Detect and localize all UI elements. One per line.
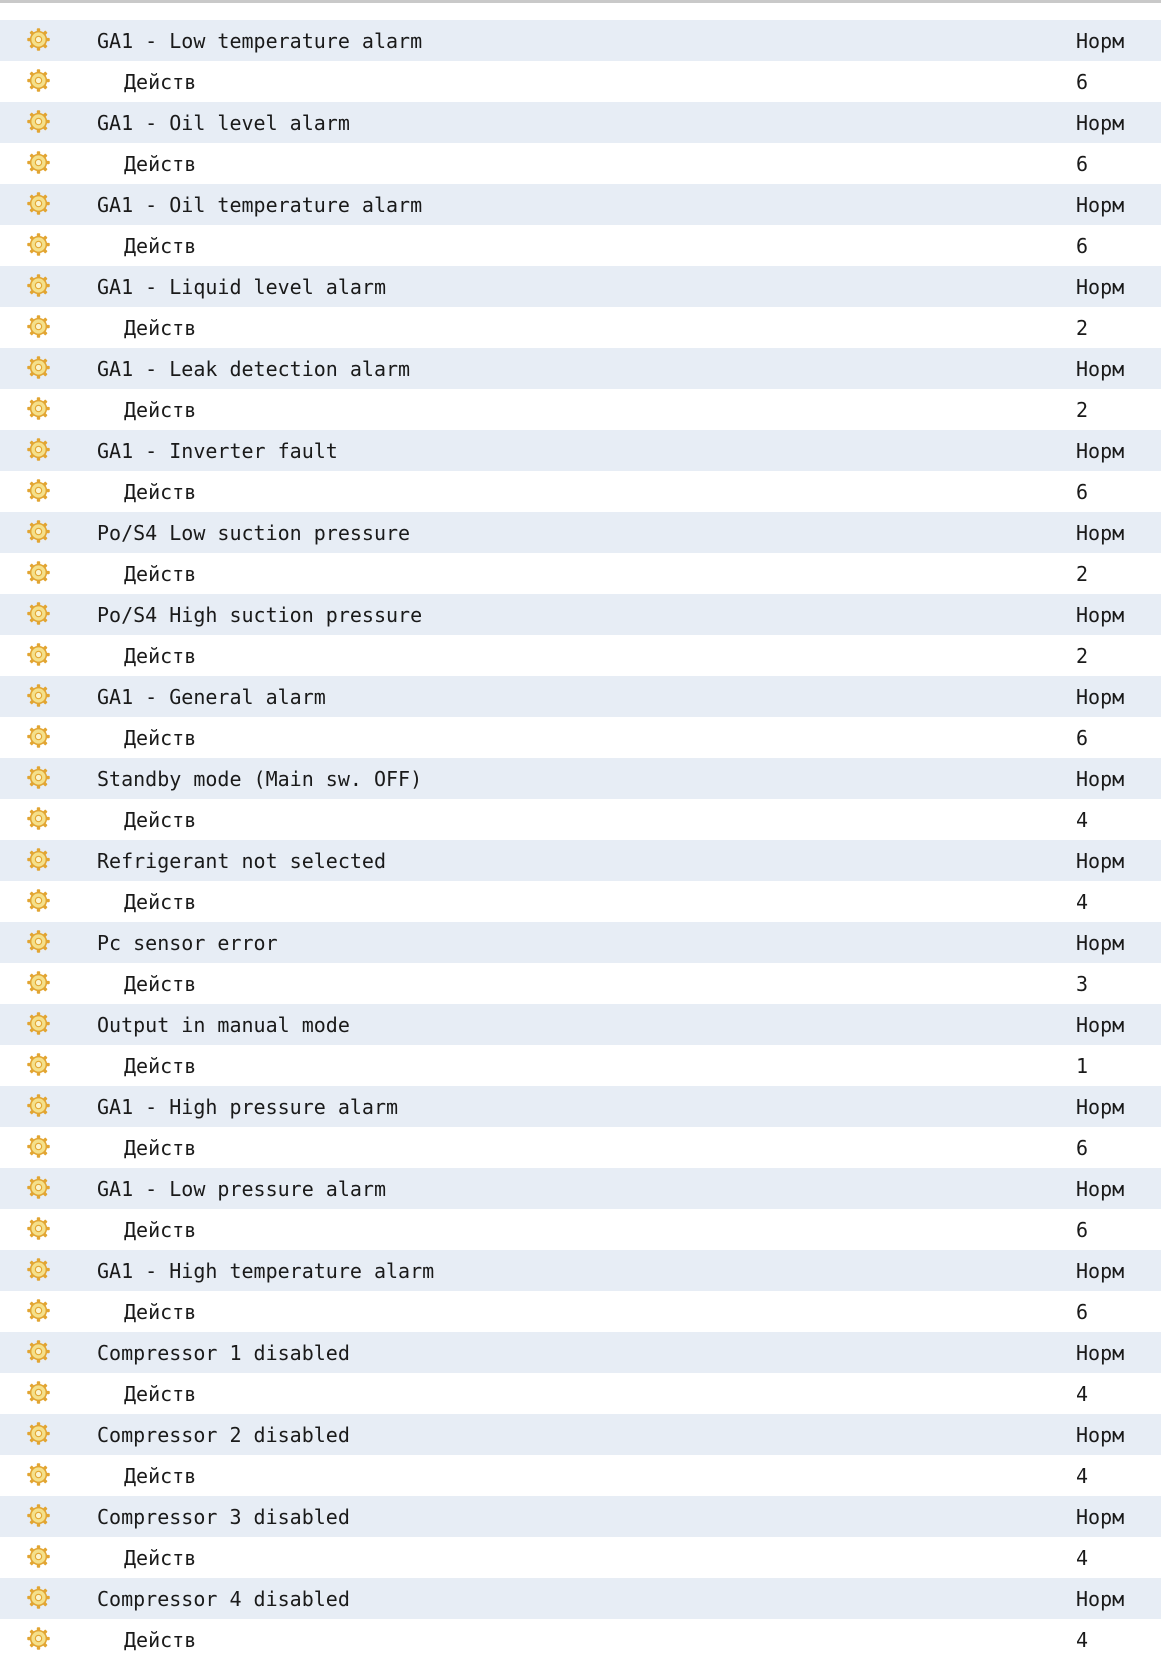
alarm-label: GA1 - Leak detection alarm <box>97 356 411 381</box>
gear-icon <box>25 272 52 299</box>
alarm-label: GA1 - Oil temperature alarm <box>97 192 423 217</box>
status-value: Норм <box>1076 274 1125 299</box>
alarm-row[interactable] <box>0 840 1161 881</box>
status-value: Норм <box>1076 356 1125 381</box>
sub-item-row[interactable] <box>0 1291 1161 1332</box>
status-value: Норм <box>1076 684 1125 709</box>
status-value: Норм <box>1076 110 1125 135</box>
gear-icon <box>25 518 52 545</box>
status-value: Норм <box>1076 1504 1125 1529</box>
sub-item-row[interactable] <box>0 799 1161 840</box>
sub-item-label: Действ <box>124 479 197 504</box>
sub-item-value: 2 <box>1076 397 1089 422</box>
gear-icon <box>25 1502 52 1529</box>
gear-icon <box>25 805 52 832</box>
sub-item-value: 6 <box>1076 69 1089 94</box>
status-value: Норм <box>1076 1258 1125 1283</box>
gear-icon <box>25 887 52 914</box>
sub-item-label: Действ <box>124 1299 197 1324</box>
sub-item-value: 6 <box>1076 1217 1089 1242</box>
gear-icon <box>25 354 52 381</box>
gear-icon <box>25 1625 52 1652</box>
alarm-row[interactable] <box>0 102 1161 143</box>
sub-item-row[interactable] <box>0 1619 1161 1660</box>
sub-item-label: Действ <box>124 889 197 914</box>
sub-item-row[interactable] <box>0 225 1161 266</box>
sub-item-value: 3 <box>1076 971 1089 996</box>
sub-item-row[interactable] <box>0 635 1161 676</box>
gear-icon <box>25 928 52 955</box>
gear-icon <box>25 723 52 750</box>
sub-item-value: 4 <box>1076 1627 1089 1652</box>
alarm-row[interactable] <box>0 348 1161 389</box>
gear-icon <box>25 436 52 463</box>
alarm-label: GA1 - High temperature alarm <box>97 1258 435 1283</box>
sub-item-row[interactable] <box>0 143 1161 184</box>
gear-icon <box>25 1174 52 1201</box>
alarm-label: GA1 - Inverter fault <box>97 438 338 463</box>
alarm-label: Refrigerant not selected <box>97 848 386 873</box>
sub-item-value: 4 <box>1076 1463 1089 1488</box>
sub-item-label: Действ <box>124 151 197 176</box>
sub-item-value: 4 <box>1076 1545 1089 1570</box>
gear-icon <box>25 1420 52 1447</box>
alarm-label: Standby mode (Main sw. OFF) <box>97 766 423 791</box>
alarm-label: Compressor 1 disabled <box>97 1340 350 1365</box>
alarm-row[interactable] <box>0 758 1161 799</box>
gear-icon <box>25 559 52 586</box>
alarm-label: GA1 - Oil level alarm <box>97 110 350 135</box>
sub-item-row[interactable] <box>0 881 1161 922</box>
gear-icon <box>25 682 52 709</box>
alarm-row[interactable] <box>0 1004 1161 1045</box>
sub-item-value: 6 <box>1076 151 1089 176</box>
gear-icon <box>25 26 52 53</box>
sub-item-label: Действ <box>124 315 197 340</box>
gear-icon <box>25 641 52 668</box>
sub-item-value: 6 <box>1076 479 1089 504</box>
gear-icon <box>25 1297 52 1324</box>
status-value: Норм <box>1076 930 1125 955</box>
gear-icon <box>25 395 52 422</box>
sub-item-row[interactable] <box>0 1045 1161 1086</box>
gear-icon <box>25 190 52 217</box>
gear-icon <box>25 969 52 996</box>
sub-item-label: Действ <box>124 561 197 586</box>
alarm-row[interactable] <box>0 922 1161 963</box>
gear-icon <box>25 231 52 258</box>
sub-item-value: 6 <box>1076 233 1089 258</box>
sub-item-value: 6 <box>1076 725 1089 750</box>
sub-item-label: Действ <box>124 233 197 258</box>
sub-item-value: 1 <box>1076 1053 1089 1078</box>
sub-item-label: Действ <box>124 971 197 996</box>
sub-item-row[interactable] <box>0 1127 1161 1168</box>
gear-icon <box>25 1379 52 1406</box>
sub-item-label: Действ <box>124 1627 197 1652</box>
alarm-row[interactable] <box>0 512 1161 553</box>
sub-item-row[interactable] <box>0 389 1161 430</box>
sub-item-value: 4 <box>1076 807 1089 832</box>
alarm-label: Po/S4 High suction pressure <box>97 602 423 627</box>
alarm-label: GA1 - High pressure alarm <box>97 1094 399 1119</box>
sub-item-row[interactable] <box>0 1537 1161 1578</box>
gear-icon <box>25 1461 52 1488</box>
gear-icon <box>25 313 52 340</box>
sub-item-value: 6 <box>1076 1299 1089 1324</box>
gear-icon <box>25 1133 52 1160</box>
alarm-list <box>0 20 1161 1660</box>
sub-item-value: 4 <box>1076 1381 1089 1406</box>
sub-item-row[interactable] <box>0 1455 1161 1496</box>
status-value: Норм <box>1076 1586 1125 1611</box>
sub-item-label: Действ <box>124 69 197 94</box>
gear-icon <box>25 477 52 504</box>
gear-icon <box>25 108 52 135</box>
alarm-row[interactable] <box>0 20 1161 61</box>
status-value: Норм <box>1076 766 1125 791</box>
sub-item-row[interactable] <box>0 717 1161 758</box>
sub-item-label: Действ <box>124 1463 197 1488</box>
gear-icon <box>25 1092 52 1119</box>
sub-item-value: 2 <box>1076 643 1089 668</box>
alarm-row[interactable] <box>0 1496 1161 1537</box>
gear-icon <box>25 1584 52 1611</box>
alarm-label: Po/S4 Low suction pressure <box>97 520 411 545</box>
sub-item-value: 2 <box>1076 561 1089 586</box>
alarm-label: GA1 - Low temperature alarm <box>97 28 423 53</box>
alarm-label: Output in manual mode <box>97 1012 350 1037</box>
status-value: Норм <box>1076 1176 1125 1201</box>
sub-item-label: Действ <box>124 397 197 422</box>
sub-item-row[interactable] <box>0 1373 1161 1414</box>
sub-item-label: Действ <box>124 807 197 832</box>
sub-item-label: Действ <box>124 643 197 668</box>
alarm-label: Compressor 3 disabled <box>97 1504 350 1529</box>
status-value: Норм <box>1076 192 1125 217</box>
status-value: Норм <box>1076 438 1125 463</box>
gear-icon <box>25 1215 52 1242</box>
sub-item-value: 2 <box>1076 315 1089 340</box>
status-value: Норм <box>1076 1094 1125 1119</box>
sub-item-label: Действ <box>124 1545 197 1570</box>
gear-icon <box>25 149 52 176</box>
gear-icon <box>25 1338 52 1365</box>
gear-icon <box>25 1256 52 1283</box>
sub-item-row[interactable] <box>0 963 1161 1004</box>
gear-icon <box>25 600 52 627</box>
alarm-label: Pc sensor error <box>97 930 278 955</box>
status-value: Норм <box>1076 1012 1125 1037</box>
gear-icon <box>25 1543 52 1570</box>
alarm-row[interactable] <box>0 1414 1161 1455</box>
alarm-row[interactable] <box>0 1168 1161 1209</box>
alarm-row[interactable] <box>0 430 1161 471</box>
alarm-label: GA1 - Liquid level alarm <box>97 274 386 299</box>
sub-item-label: Действ <box>124 1053 197 1078</box>
sub-item-row[interactable] <box>0 553 1161 594</box>
sub-item-row[interactable] <box>0 307 1161 348</box>
sub-item-label: Действ <box>124 1381 197 1406</box>
gear-icon <box>25 1051 52 1078</box>
alarm-row[interactable] <box>0 1250 1161 1291</box>
alarm-row[interactable] <box>0 266 1161 307</box>
sub-item-row[interactable] <box>0 61 1161 102</box>
alarm-row[interactable] <box>0 594 1161 635</box>
top-border <box>0 0 1161 3</box>
gear-icon <box>25 1010 52 1037</box>
gear-icon <box>25 764 52 791</box>
status-value: Норм <box>1076 1340 1125 1365</box>
alarm-row[interactable] <box>0 1086 1161 1127</box>
alarm-label: GA1 - Low pressure alarm <box>97 1176 386 1201</box>
sub-item-row[interactable] <box>0 1209 1161 1250</box>
gear-icon <box>25 67 52 94</box>
sub-item-value: 4 <box>1076 889 1089 914</box>
status-value: Норм <box>1076 520 1125 545</box>
sub-item-label: Действ <box>124 725 197 750</box>
status-value: Норм <box>1076 602 1125 627</box>
sub-item-label: Действ <box>124 1217 197 1242</box>
status-value: Норм <box>1076 1422 1125 1447</box>
alarm-row[interactable] <box>0 1578 1161 1619</box>
alarm-row[interactable] <box>0 1332 1161 1373</box>
sub-item-label: Действ <box>124 1135 197 1160</box>
sub-item-row[interactable] <box>0 471 1161 512</box>
alarm-label: GA1 - General alarm <box>97 684 326 709</box>
alarm-row[interactable] <box>0 676 1161 717</box>
alarm-label: Compressor 4 disabled <box>97 1586 350 1611</box>
sub-item-value: 6 <box>1076 1135 1089 1160</box>
gear-icon <box>25 846 52 873</box>
status-value: Норм <box>1076 848 1125 873</box>
alarm-label: Compressor 2 disabled <box>97 1422 350 1447</box>
status-value: Норм <box>1076 28 1125 53</box>
alarm-row[interactable] <box>0 184 1161 225</box>
